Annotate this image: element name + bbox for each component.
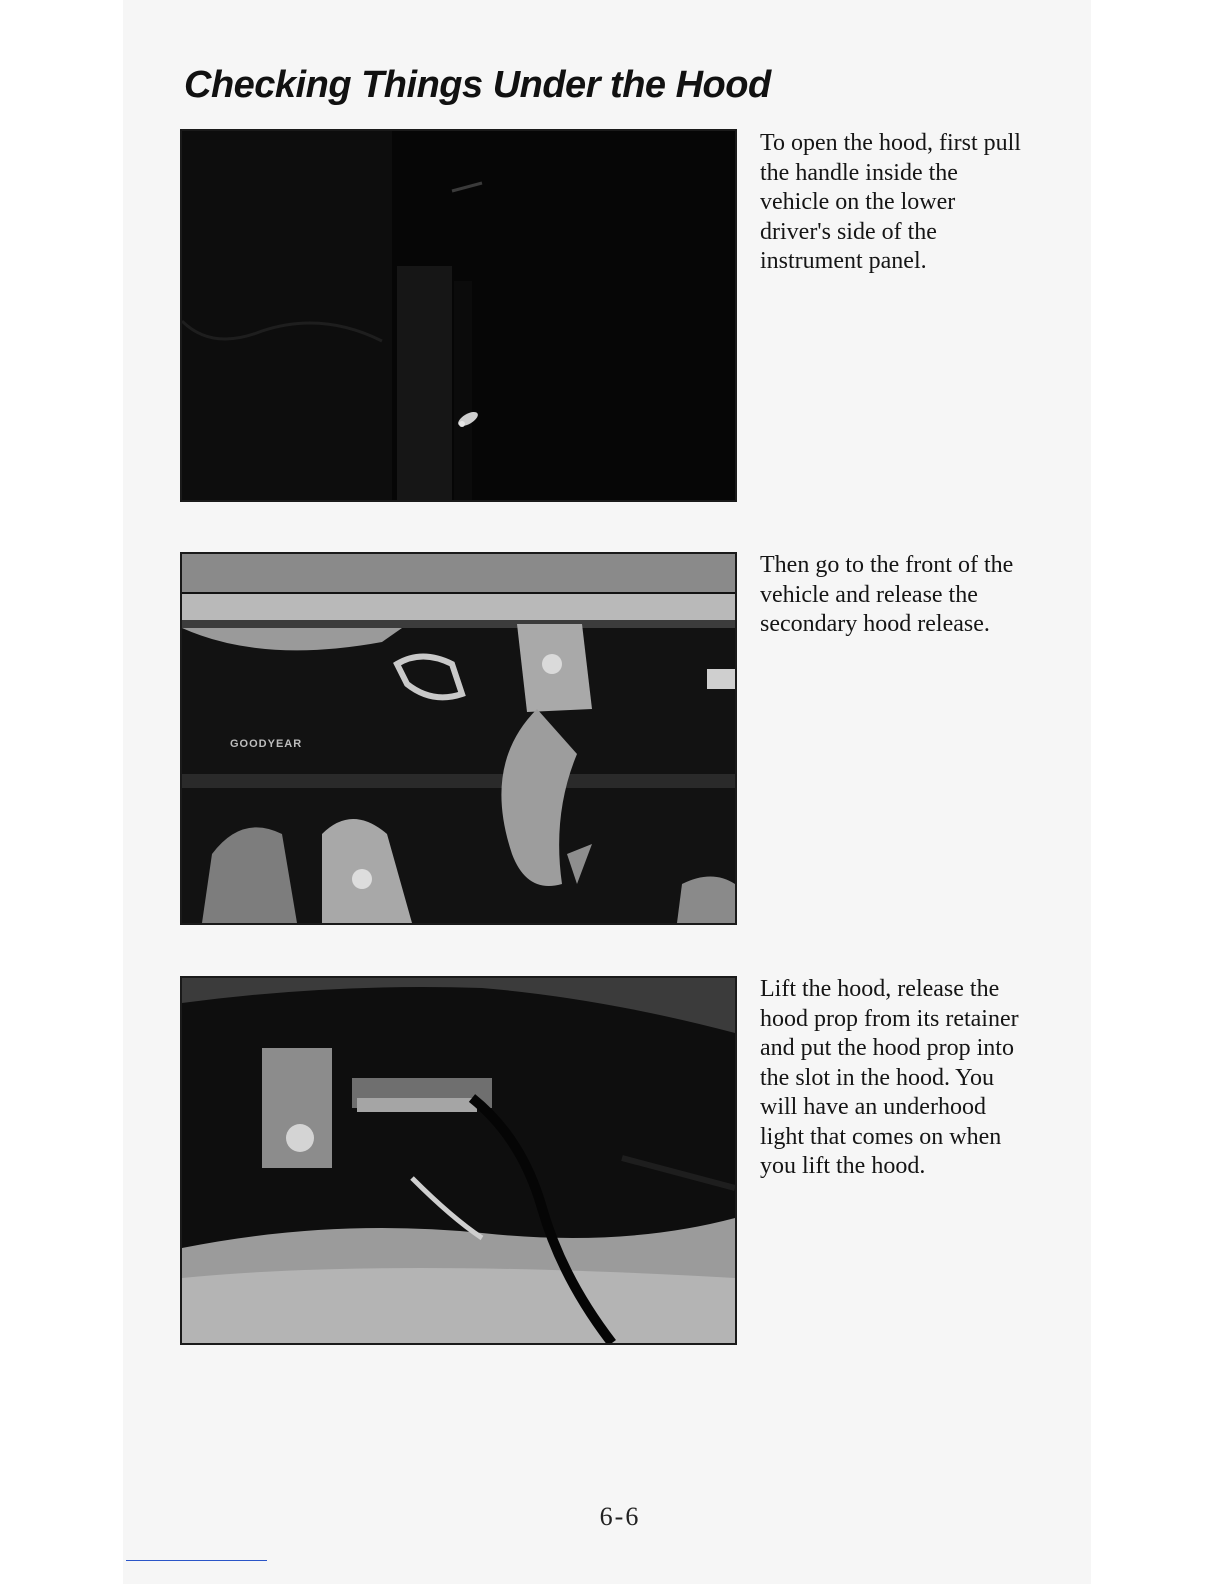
section-1-text: To open the hood, first pull the handle inside the vehicle on the lower driver's side of the instrument panel. [760,130,1021,274]
page-title: Checking Things Under the Hood [184,64,771,106]
hood-prop-illustration [182,978,735,1343]
hood-release-handle-photo [180,129,737,502]
hood-prop-photo [180,976,737,1345]
page-number: 6-6 [599,1502,641,1531]
hood-release-handle-illustration [182,131,735,500]
secondary-hood-release-photo [180,552,737,925]
secondary-hood-release-illustration [182,554,735,923]
section-3-text: Lift the hood, release the hood prop from its retainer and put the hood prop into the slot in the hood. You will have an underhood light that comes on when you lift the hood. [760,976,1019,1179]
footer-rule [126,1560,267,1561]
section-2-text: Then go to the front of the vehicle and release the secondary hood release. [760,552,1014,637]
tire-brand-label: GOODYEAR [230,738,303,750]
